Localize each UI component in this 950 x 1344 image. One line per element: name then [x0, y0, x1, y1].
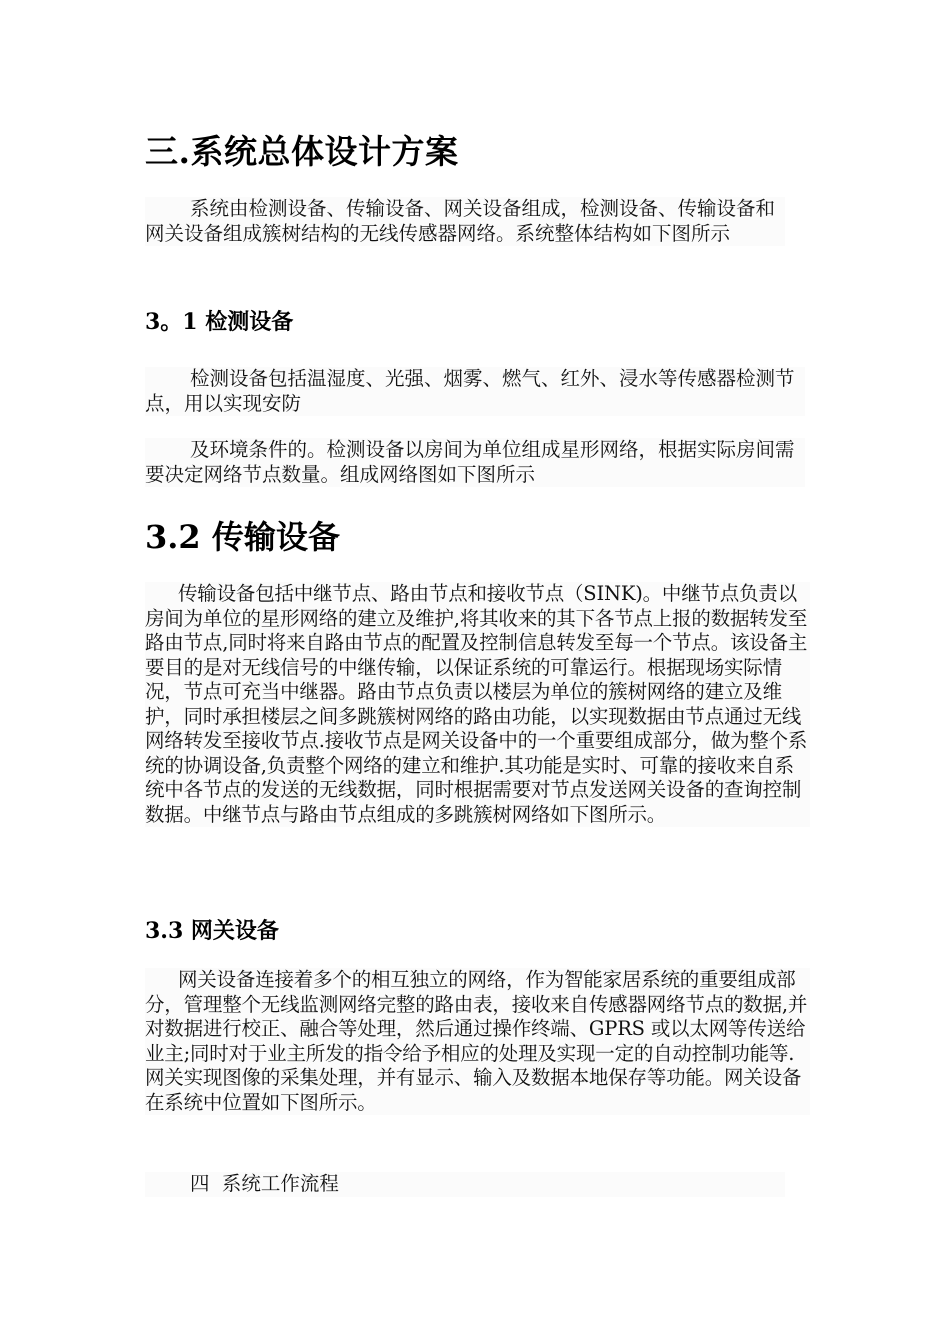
section-3-1-paragraph-1	[145, 367, 805, 416]
section-3-3-heading: 3.3 网关设备	[145, 918, 279, 944]
section-3-1-heading: 3。1 检测设备	[145, 309, 294, 335]
section-4-heading	[145, 1172, 785, 1197]
section-3-intro-text: 系统由检测设备、传输设备、网关设备组成，检测设备、传输设备和网关设备组成簇树结构的无线传感器网络。系统整体结构如下图所示	[145, 197, 776, 245]
section-3-3-paragraph-text: 网关设备连接着多个的相互独立的网络，作为智能家居系统的重要组成部分，管理整个无线监测网络完整的路由表，接收来自传感器网络节点的数据,并对数据进行校正、融合等处理，然后通过操作终端、GPRS 或以太网等传送给业主;同时对于业主所发的指令给予相应的处理及实现一定的自动控制功能等.网关实现图像的采集处理，并有显示、输入及数据本地保存等功能。网关设备在系统中位置如下图所示。	[145, 968, 808, 1114]
section-4-heading-text: 四 系统工作流程	[190, 1172, 339, 1195]
section-3-intro	[145, 197, 785, 246]
section-3-3-paragraph	[145, 968, 810, 1115]
section-3-1-paragraph-1-text: 检测设备包括温湿度、光强、烟雾、燃气、红外、浸水等传感器检测节点，用以实现安防	[145, 367, 795, 415]
section-3-1-paragraph-2	[145, 438, 805, 487]
section-3-2-paragraph	[145, 582, 810, 827]
section-3-1-paragraph-2-text: 及环境条件的。检测设备以房间为单位组成星形网络，根据实际房间需要决定网络节点数量。组成网络图如下图所示	[145, 438, 795, 486]
section-3-heading: 三.系统总体设计方案	[145, 132, 459, 171]
section-3-2-paragraph-text: 传输设备包括中继节点、路由节点和接收节点（SINK)。中继节点负责以房间为单位的星形网络的建立及维护,将其收来的其下各节点上报的数据转发至路由节点,同时将来自路由节点的配置及控制信息转发至每一个节点。该设备主要目的是对无线信号的中继传输，以保证系统的可靠运行。根据现场实际情况，节点可充当中继器。路由节点负责以楼层为单位的簇树网络的建立及维护，同时承担楼层之间多跳簇树网络的路由功能，以实现数据由节点通过无线网络转发至接收节点.接收节点是网关设备中的一个重要组成部分，做为整个系统的协调设备,负责整个网络的建立和维护.其功能是实时、可靠的接收来自系统中各节点的发送的无线数据，同时根据需要对节点发送网关设备的查询控制数据。中继节点与路由节点组成的多跳簇树网络如下图所示。	[145, 582, 808, 826]
section-3-2-heading: 3.2 传输设备	[145, 518, 340, 556]
